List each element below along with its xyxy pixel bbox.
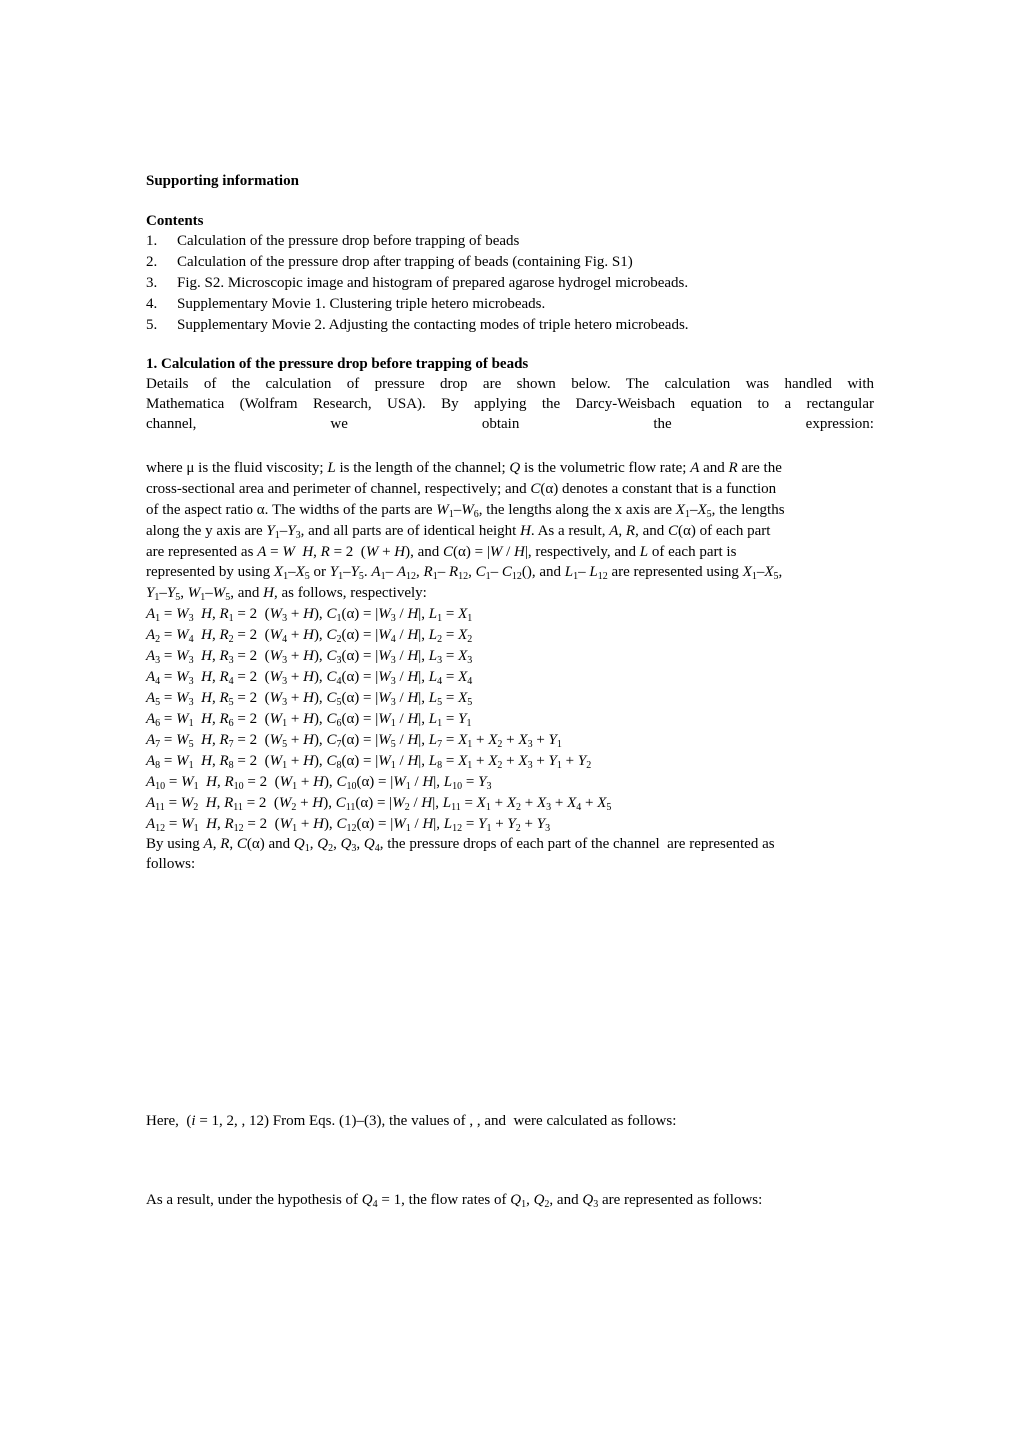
equation-line: $A_{11} = W_2$ H, $R_{11} = 2$ $(W_2 + H)$, $C_{11}(\alpha) = |W_2 / H|$, $L_{11} = X_1 + X_2 + X_3 + X_4 + X_5$ <box>146 795 612 813</box>
paragraph-word: we <box>330 416 348 432</box>
paragraph-line: of the aspect ratio α. The widths of the parts are $W_1-W_6$, the lengths along the x axis are $X_1-X_5$, the lengths <box>146 502 785 520</box>
section-title: 1. Calculation of the pressure drop before trapping of beads <box>146 356 529 372</box>
contents-item <box>146 273 874 294</box>
equation-line: $A_5 = W_3$ H, $R_5 = 2$ $(W_3 + H)$, $C_5(\alpha) = |W_3 / H|$, $L_5 = X_5$ <box>146 690 473 708</box>
paragraph-line: are represented as A = W H, R = 2 (W + H), and C(α) = |W / H|, respectively, and L of each part is <box>146 544 737 560</box>
contents-item-number: 5. <box>146 317 158 333</box>
paragraph-line: follows: <box>146 856 196 872</box>
paragraph-line <box>146 374 874 395</box>
contents-item <box>146 315 874 336</box>
contents-item <box>146 252 874 273</box>
contents-item <box>146 294 874 315</box>
paragraph-line: represented by using $X_1-X_5$ or $Y_1-Y_5$. $A_1-$ $A_{12}$, $R_1-$ $R_{12}$, $C_1-$ $C_{12}()$, and $L_1-$ $L_{12}$ are represented using $X_1-X_5$, <box>146 564 783 582</box>
equation-line: $A_3 = W_3$ H, $R_3 = 2$ $(W_3 + H)$, $C_3(\alpha) = |W_3 / H|$, $L_3 = X_3$ <box>146 648 473 666</box>
equation-line: $A_8 = W_1$ H, $R_8 = 2$ $(W_1 + H)$, $C_8(\alpha) = |W_1 / H|$, $L_8 = X_1 + X_2 + X_3 + Y_1 + Y_2$ <box>146 753 592 771</box>
contents-item-text: Calculation of the pressure drop before trapping of beads <box>177 233 520 249</box>
equation-line: $A_7 = W_5$ H, $R_7 = 2$ $(W_5 + H)$, $C_7(\alpha) = |W_5 / H|$, $L_7 = X_1 + X_2 + X_3 + Y_1$ <box>146 732 562 750</box>
paragraph-line <box>146 414 874 435</box>
paragraph-line: Here, (i = 1, 2, , 12) From Eqs. (1)–(3), the values of , , and were calculated as follows: <box>146 1113 677 1129</box>
contents-item-text: Supplementary Movie 2. Adjusting the contacting modes of triple hetero microbeads. <box>177 317 689 333</box>
paragraph-word: channel, <box>146 416 197 432</box>
equation-line: $A_2 = W_4$ H, $R_2 = 2$ $(W_4 + H)$, $C_2(\alpha) = |W_4 / H|$, $L_2 = X_2$ <box>146 627 473 645</box>
contents-item <box>146 231 874 252</box>
paragraph-word: expression: <box>805 416 874 432</box>
contents-title: Contents <box>146 213 204 229</box>
paragraph-line: By using A, R, C(α) and $Q_1$, $Q_2$, $Q_3$, $Q_4$, the pressure drops of each part of the channel are represented as <box>146 836 775 854</box>
paragraph-line: cross-sectional area and perimeter of channel, respectively; and C(α) denotes a constant that is a function <box>146 481 777 497</box>
paragraph-text: Details of the calculation of pressure drop are shown below. The calculation was handled with <box>146 376 874 392</box>
paragraph-line: As a result, under the hypothesis of $Q_4 = 1$, the flow rates of $Q_1$, $Q_2$, and $Q_3$ are represented as follows: <box>146 1192 763 1210</box>
equation-line: $A_6 = W_1$ H, $R_6 = 2$ $(W_1 + H)$, $C_6(\alpha) = |W_1 / H|$, $L_1 = Y_1$ <box>146 711 472 729</box>
equation-line: $A_4 = W_3$ H, $R_4 = 2$ $(W_3 + H)$, $C_4(\alpha) = |W_3 / H|$, $L_4 = X_4$ <box>146 669 473 687</box>
equation-line: $A_{12} = W_1$ H, $R_{12} = 2$ $(W_1 + H)$, $C_{12}(\alpha) = |W_1 / H|$, $L_{12} = Y_1 + Y_2 + Y_3$ <box>146 816 551 834</box>
paragraph-word: the <box>653 416 672 432</box>
contents-item-number: 1. <box>146 233 158 249</box>
paragraph-line <box>146 394 874 415</box>
contents-item-text: Fig. S2. Microscopic image and histogram of prepared agarose hydrogel microbeads. <box>177 275 689 291</box>
paragraph-line: along the y axis are $Y_1-Y_3$, and all parts are of identical height H. As a result, A, R, and C(α) of each part <box>146 523 771 541</box>
contents-item-number: 2. <box>146 254 158 270</box>
page-heading: Supporting information <box>146 173 299 189</box>
contents-item-text: Calculation of the pressure drop after trapping of beads (containing Fig. S1) <box>177 254 633 270</box>
contents-item-text: Supplementary Movie 1. Clustering triple hetero microbeads. <box>177 296 546 312</box>
contents-item-number: 4. <box>146 296 158 312</box>
paragraph-line: $Y_1-Y_5$, $W_1-W_5$, and H, as follows, respectively: <box>146 585 427 603</box>
paragraph-line: where μ is the fluid viscosity; L is the length of the channel; Q is the volumetric flow rate; A and R are the <box>146 460 782 476</box>
contents-item-number: 3. <box>146 275 158 291</box>
equation-line: $A_1 = W_3$ H, $R_1 = 2$ $(W_3 + H)$, $C_1(\alpha) = |W_3 / H|$, $L_1 = X_1$ <box>146 606 473 624</box>
paragraph-word: obtain <box>481 416 520 432</box>
paragraph-text: Mathematica (Wolfram Research, USA). By applying the Darcy-Weisbach equation to a rectangular <box>146 396 874 412</box>
equation-line: $A_{10} = W_1$ H, $R_{10} = 2$ $(W_1 + H)$, $C_{10}(\alpha) = |W_1 / H|$, $L_{10} = Y_3$ <box>146 774 492 792</box>
